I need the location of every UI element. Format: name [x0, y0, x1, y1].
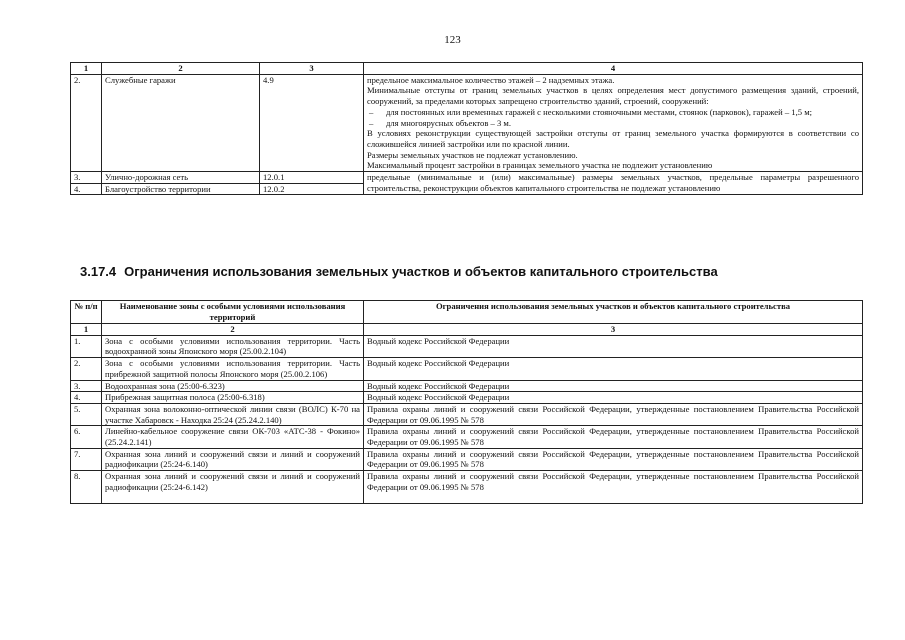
zone-name: Охранная зона линий и сооружений связи и линий и сооружений радиофикации (25:24-6.142) [102, 471, 364, 504]
restriction-text: Водный кодекс Российской Федерации [364, 380, 863, 392]
column-number-row [71, 63, 863, 75]
zone-restrictions-table [70, 300, 863, 504]
header-restrictions: Ограничения использования земельных участков и объектов капитального строительства [364, 301, 863, 324]
use-type-code: 12.0.1 [260, 172, 364, 184]
row-number: 4. [71, 392, 102, 404]
table-row [71, 392, 863, 404]
table-row [71, 74, 863, 171]
section-title: Ограничения использования земельных участков и объектов капитального строительства [124, 264, 718, 279]
row-number: 7. [71, 448, 102, 470]
row-number: 2. [71, 358, 102, 380]
parameter-line: предельное максимальное количество этажей – 2 надземных этажа. [367, 74, 615, 85]
section-number: 3.17.4 [80, 264, 117, 279]
use-type-name: Служебные гаражи [102, 74, 260, 171]
col-number-3: 3 [364, 324, 863, 336]
restriction-text: Водный кодекс Российской Федерации [364, 335, 863, 357]
table-row [71, 380, 863, 392]
dash-item [367, 118, 859, 129]
restriction-text: Водный кодекс Российской Федерации [364, 392, 863, 404]
col-number-2: 2 [102, 63, 260, 75]
header-zone: Наименование зоны с особыми условиями использования территорий [102, 301, 364, 324]
header-row [71, 301, 863, 324]
col-number-4: 4 [364, 63, 863, 75]
dash-item [367, 107, 859, 118]
restriction-text: Правила охраны линий и сооружений связи Российской Федерации, утвержденные постановлением Правительства Российской Федерации от 09.06.1995 № 578 [364, 471, 863, 504]
table-row [71, 471, 863, 504]
use-type-code: 12.0.2 [260, 183, 364, 195]
land-use-parameters-table [70, 62, 863, 195]
use-type-name: Благоустройство территории [102, 183, 260, 195]
row-number: 3. [71, 380, 102, 392]
header-number: № п/п [71, 301, 102, 324]
zone-name: Линейно-кабельное сооружение связи ОК-703 «АТС-38 - Фокино» (25.24.2.141) [102, 426, 364, 448]
parameter-line: Размеры земельных участков не подлежат установлению. [367, 149, 578, 160]
restriction-text: Водный кодекс Российской Федерации [364, 358, 863, 380]
zone-name: Охранная зона линий и сооружений связи и линий и сооружений радиофикации (25:24-6.140) [102, 448, 364, 470]
zone-name: Зона с особыми условиями использования территории. Часть прибрежной защитной полосы Японского моря (25.00.2.106) [102, 358, 364, 380]
zone-name: Прибрежная защитная полоса (25:00-6.318) [102, 392, 364, 404]
section-heading [80, 264, 718, 279]
table-row [71, 448, 863, 470]
dash-item-text: для многоярусных объектов – 3 м. [386, 117, 512, 128]
zone-name: Зона с особыми условиями использования территории. Часть водоохранной зоны Японского моря (25.00.2.104) [102, 335, 364, 357]
table-row [71, 335, 863, 357]
row-number: 8. [71, 471, 102, 504]
dash-item-text: для постоянных или временных гаражей с несколькими стояночными местами, стоянок (парковок), гаражей – 1,5 м; [386, 106, 813, 117]
table-row [71, 403, 863, 425]
merged-parameters-cell: предельные (минимальные и (или) максимальные) размеры земельных участков, предельные параметры разрешенного строительства, реконструкции объектов капитального строительства не подлежат установлению [364, 172, 863, 195]
row-number: 3. [71, 172, 102, 184]
zone-name: Охранная зона волоконно-оптической линии связи (ВОЛС) К-70 на участке Хабаровск - Находка 25:24 (25.24.2.140) [102, 403, 364, 425]
table-row [71, 172, 863, 184]
column-number-row [71, 324, 863, 336]
row-number: 6. [71, 426, 102, 448]
zone-name: Водоохранная зона (25:00-6.323) [102, 380, 364, 392]
parameter-line: В условиях реконструкции существующей застройки отступы от границ земельного участка формируются в соответствии со сложившейся линией застройки или по красной линии. [367, 128, 859, 149]
row-number: 2. [71, 74, 102, 171]
col-number-1: 1 [71, 324, 102, 336]
page-number: 123 [444, 34, 461, 46]
row-number: 5. [71, 403, 102, 425]
dash-marker: – [369, 117, 374, 128]
table-row [71, 426, 863, 448]
parameters-cell [364, 74, 863, 171]
parameter-line: Минимальные отступы от границ земельных участков в целях определения мест допустимого размещения зданий, строений, сооружений, за пределами которых запрещено строительство зданий, строений, сооружений: [367, 85, 859, 107]
use-type-code: 4.9 [260, 74, 364, 171]
restriction-text: Правила охраны линий и сооружений связи Российской Федерации, утвержденные постановлением Правительства Российской Федерации от 09.06.1995 № 578 [364, 426, 863, 448]
parameter-line: Максимальный процент застройки в границах земельного участка не подлежит установлению [367, 160, 713, 171]
col-number-1: 1 [71, 63, 102, 75]
row-number: 4. [71, 183, 102, 195]
row-number: 1. [71, 335, 102, 357]
dash-marker: – [369, 106, 374, 117]
table-row [71, 358, 863, 380]
use-type-name: Улично-дорожная сеть [102, 172, 260, 184]
col-number-3: 3 [260, 63, 364, 75]
restriction-text: Правила охраны линий и сооружений связи Российской Федерации, утвержденные постановлением Правительства Российской Федерации от 09.06.1995 № 578 [364, 448, 863, 470]
restriction-text: Правила охраны линий и сооружений связи Российской Федерации, утвержденные постановлением Правительства Российской Федерации от 09.06.1995 № 578 [364, 403, 863, 425]
col-number-2: 2 [102, 324, 364, 336]
